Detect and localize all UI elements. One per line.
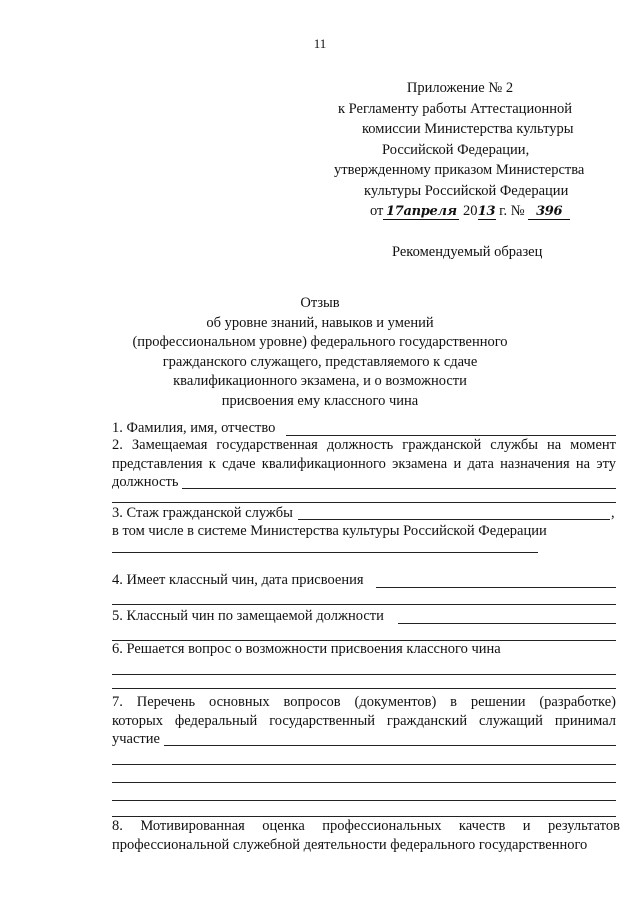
handwritten-order-number: 396 — [528, 204, 570, 220]
appendix-line: к Регламенту работы Аттестационной — [338, 100, 572, 117]
handwritten-year: 13 — [477, 204, 496, 219]
appendix-line: утвержденному приказом Министерства — [334, 162, 585, 178]
fill-line — [112, 816, 616, 817]
appendix-header — [300, 78, 620, 222]
item-2-line-3: должность — [112, 474, 179, 490]
year-suffix: г. № — [499, 203, 525, 219]
item-8-line-1: 8. Мотивированная оценка профессиональных качеств и результатов — [112, 818, 620, 834]
item-2-line-1: 2. Замещаемая государственная должность гражданской службы на момент — [112, 437, 616, 453]
item-7-line-1: 7. Перечень основных вопросов (документов) в решении (разработке) — [112, 694, 616, 710]
handwritten-date: 17апреля — [383, 204, 459, 220]
fill-line — [112, 800, 616, 801]
fill-line — [376, 587, 616, 588]
item-5-label: 5. Классный чин по замещаемой должности — [112, 608, 384, 624]
fill-line — [112, 552, 538, 553]
appendix-line: Российской Федерации, — [382, 141, 530, 158]
item-3-comma: , — [611, 505, 615, 521]
item-7-line-2: которых федеральный государственный гражданский служащий принимал — [112, 713, 616, 729]
fill-line — [112, 604, 616, 605]
from-label: от — [370, 203, 384, 219]
title-line: гражданского служащего, представляемого к сдаче — [162, 353, 478, 370]
item-3-line-2: в том числе в системе Министерства культуры Российской Федерации — [112, 523, 547, 539]
title-line: Отзыв — [300, 295, 340, 311]
year-prefix: 20 — [463, 203, 478, 219]
item-1-label: 1. Фамилия, имя, отчество — [112, 420, 276, 436]
page-number: 11 — [313, 36, 327, 51]
document-title — [0, 294, 640, 411]
appendix-line: комиссии Министерства культуры — [362, 121, 574, 137]
item-3-line-1: 3. Стаж гражданской службы — [112, 505, 293, 521]
fill-line — [112, 674, 616, 675]
item-8-line-2: профессиональной служебной деятельности федерального государственного — [112, 837, 588, 853]
appendix-line: культуры Российской Федерации — [364, 182, 569, 199]
fill-line — [164, 745, 616, 746]
fill-line — [112, 782, 616, 783]
title-line: об уровне знаний, навыков и умений — [206, 314, 434, 331]
sample-label: Рекомендуемый образец — [392, 244, 543, 260]
fill-line — [112, 502, 616, 503]
fill-line — [182, 488, 616, 489]
item-4-label: 4. Имеет классный чин, дата присвоения — [112, 572, 364, 588]
fill-line — [398, 623, 616, 624]
fill-line — [298, 519, 610, 520]
item-7-line-3: участие — [112, 731, 160, 747]
title-line: квалификационного экзамена, и о возможности — [173, 373, 467, 389]
item-2-line-2: представления к сдаче квалификационного экзамена и дата назначения на эту — [112, 456, 616, 472]
item-6-label: 6. Решается вопрос о возможности присвоения классного чина — [112, 641, 501, 657]
fill-line — [112, 688, 616, 689]
fill-line — [112, 764, 616, 765]
order-date-line — [300, 201, 620, 222]
title-line: присвоения ему классного чина — [221, 392, 419, 409]
title-line: (профессиональном уровне) федерального государственного — [132, 334, 508, 350]
appendix-title: Приложение № 2 — [406, 80, 514, 96]
fill-line — [286, 435, 616, 436]
